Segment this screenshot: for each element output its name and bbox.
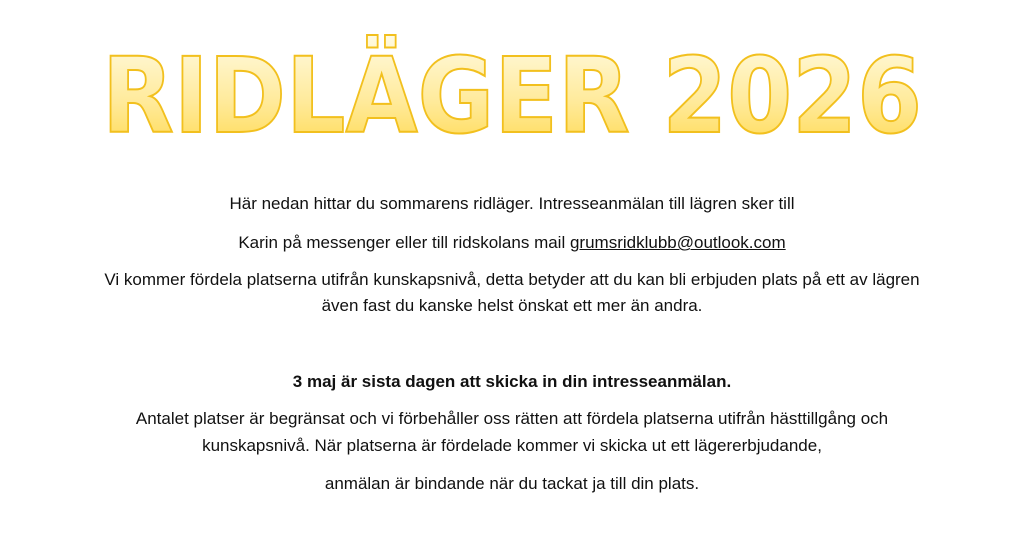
page-title-graphic — [0, 34, 1024, 144]
deadline-notice: 3 maj är sista dagen att skicka in din intresseanmälan. — [292, 372, 732, 391]
page-title-container — [0, 34, 1024, 144]
details-line-3: anmälan är bindande när du tackat ja till din plats. — [324, 474, 700, 493]
intro-line-2-text: Karin på messenger eller till ridskolans mail — [238, 233, 570, 252]
intro-line-1: Här nedan hittar du sommarens ridläger. Intresseanmälan till lägren sker till — [229, 194, 795, 213]
page-title: RIDLÄGER 2026 — [102, 35, 922, 144]
intro-line-4: även fast du kanske helst önskat ett mer än andra. — [321, 296, 703, 315]
details-line-1: Antalet platser är begränsat och vi förbehåller oss rätten att fördela platserna utifrån hästtillgång och — [135, 409, 889, 428]
intro-line-2 — [0, 233, 1024, 253]
details-line-2: kunskapsnivå. När platserna är fördelade kommer vi skicka ut ett lägererbjudande, — [202, 436, 822, 455]
email-link[interactable]: grumsridklubb@outlook.com — [569, 233, 786, 252]
intro-line-3: Vi kommer fördela platserna utifrån kunskapsnivå, detta betyder att du kan bli erbjuden plats på ett av lägren — [104, 270, 920, 289]
